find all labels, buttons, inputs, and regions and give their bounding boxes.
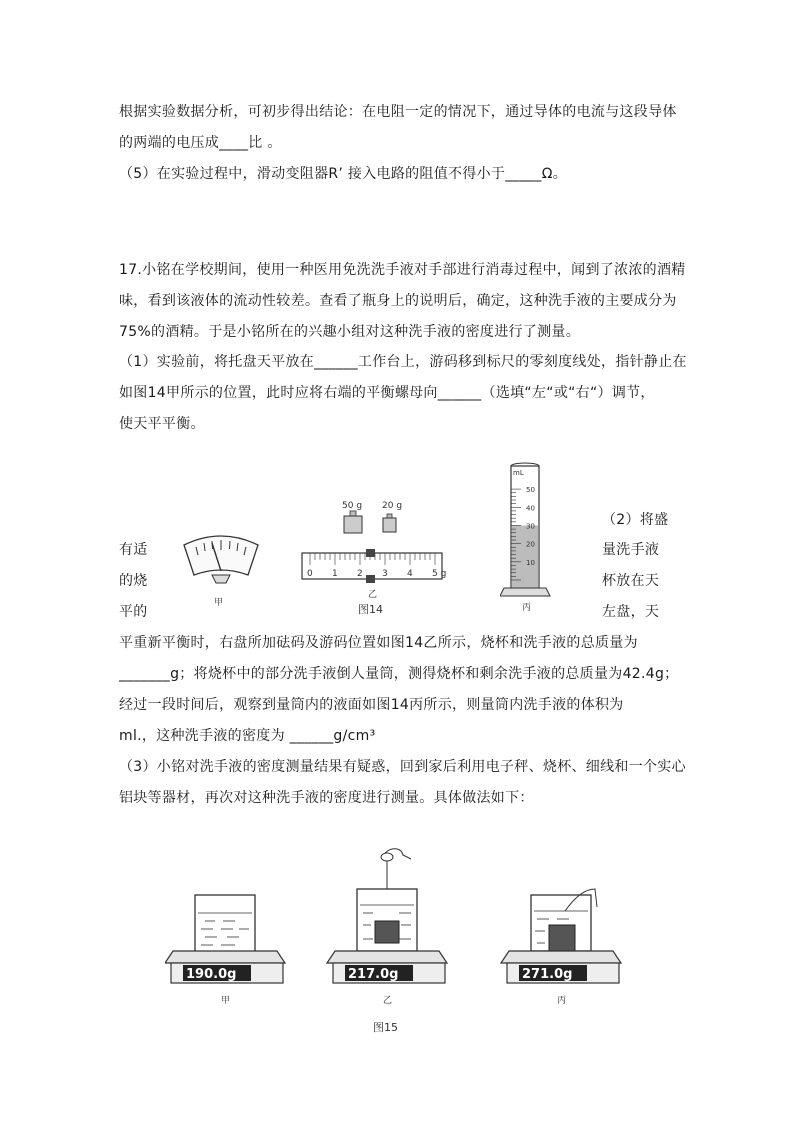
text-line-3: （5）在实验过程中，滑动变阻器R’ 接入电路的阻值不得小于_____Ω。 xyxy=(119,166,568,182)
weight-50g xyxy=(344,516,362,533)
question-17-part3-line-1: （3）小铭对洗手液的密度测量结果有疑惑，回到家后利用电子秤、烧杯、细线和一个实心 xyxy=(119,759,686,775)
scale-reading-jia: 190.0g xyxy=(186,967,237,982)
scale-reading-yi: 217.0g xyxy=(348,967,399,982)
question-17-part2-line-3: 经过一段时间后，观察到量筒内的液面如图14丙所示，则量筒内洗手液的体积为 xyxy=(119,697,624,713)
question-17-part2-line-4: ml.，这种洗手液的密度为 ______g/cm³ xyxy=(119,728,376,744)
figure-14-graduated-cylinder xyxy=(500,458,580,614)
ruler-tick-label: 5 g xyxy=(432,569,447,579)
wrap-right-2: 量洗手液 xyxy=(602,542,660,558)
figure-14-label-jia: 甲 xyxy=(214,598,224,608)
figure-14-label-yi: 乙 xyxy=(368,590,378,600)
ruler-tick-label: 3 xyxy=(382,569,388,579)
figure-14-caption: 图14 xyxy=(358,603,383,616)
wrap-left-2: 的烧 xyxy=(119,573,148,589)
question-17-part1-line-3: 使天平平衡。 xyxy=(119,416,205,432)
question-17-part3-line-2: 铝块等器材，再次对这种洗手液的密度进行测量。具体做法如下： xyxy=(119,790,534,806)
wrap-left-1: 有适 xyxy=(119,542,148,558)
question-17-part2-line-1: 平重新平衡时，右盘所加砝码及游码位置如图14乙所示，烧杯和洗手液的总质量为 xyxy=(119,635,638,651)
weight-50g-label: 50 g xyxy=(342,501,363,511)
figure-14-label-bing: 丙 xyxy=(522,603,532,613)
cylinder-tick-label: 50 xyxy=(526,486,535,495)
figure-15-caption: 图15 xyxy=(373,1021,398,1034)
ruler-rider-top xyxy=(366,549,375,557)
ruler-tick-label: 4 xyxy=(407,569,413,579)
weight-20g-label: 20 g xyxy=(382,501,403,511)
cylinder-unit: mL xyxy=(513,469,524,477)
figure-15-yi xyxy=(327,849,447,1006)
ruler-tick-label: 2 xyxy=(357,569,363,579)
question-17-part2-line-2: _______g；将烧杯中的部分洗手液倒人量筒，测得烧杯和剩余洗手液的总质量为42.4g； xyxy=(119,666,679,682)
cylinder-liquid xyxy=(512,525,538,588)
ruler-rider-bottom xyxy=(366,575,375,583)
figure-15-label-jia: 甲 xyxy=(221,996,231,1006)
figure-15 xyxy=(165,845,625,1040)
question-17-part1-line-2: 如图14甲所示的位置，此时应将右端的平衡螺母向______（选填“左“或“右“）调节， xyxy=(119,385,655,401)
figure-15-jia xyxy=(165,895,285,1006)
figure-14-weights-ruler xyxy=(298,495,448,623)
figure-14-pointer-dial xyxy=(176,525,266,610)
wrap-right-1: （2）将盛 xyxy=(602,512,669,528)
figure-15-bing xyxy=(501,889,621,1006)
aluminum-block-yi xyxy=(375,921,399,943)
wrap-left-3: 平的 xyxy=(119,604,148,620)
figure-15-label-bing: 丙 xyxy=(557,996,567,1006)
weight-20g xyxy=(383,518,396,532)
cylinder-tick-label: 10 xyxy=(526,558,535,567)
ruler-tick-label: 1 xyxy=(332,569,338,579)
figure-15-label-yi: 乙 xyxy=(383,996,393,1006)
cylinder-tick-label: 20 xyxy=(526,540,535,549)
wrap-right-4: 左盘，天 xyxy=(602,604,660,620)
question-17-line-1: 17.小铭在学校期间，使用一种医用免洗洗手液对手部进行消毒过程中，闻到了浓浓的酒精 xyxy=(119,262,686,278)
cylinder-tick-label: 40 xyxy=(526,504,535,513)
text-line-2: 的两端的电压成____比 。 xyxy=(119,135,282,151)
aluminum-block-bing xyxy=(549,925,575,951)
ruler-tick-label: 0 xyxy=(307,569,313,579)
scale-reading-bing: 271.0g xyxy=(522,967,573,982)
wrap-right-3: 杯放在天 xyxy=(602,573,660,589)
question-17-line-3: 75%的酒精。于是小铭所在的兴趣小组对这种洗手液的密度进行了测量。 xyxy=(119,324,581,340)
question-17-part1-line-1: （1）实验前，将托盘天平放在______工作台上，游码移到标尺的零刻度线处，指针静止在 xyxy=(119,354,687,370)
text-line-1: 根据实验数据分析，可初步得出结论：在电阻一定的情况下，通过导体的电流与这段导体 xyxy=(119,104,677,120)
cylinder-tick-label: 30 xyxy=(526,522,535,531)
question-17-line-2: 味，看到该液体的流动性较差。查看了瓶身上的说明后，确定，这种洗手液的主要成分为 xyxy=(119,293,677,309)
